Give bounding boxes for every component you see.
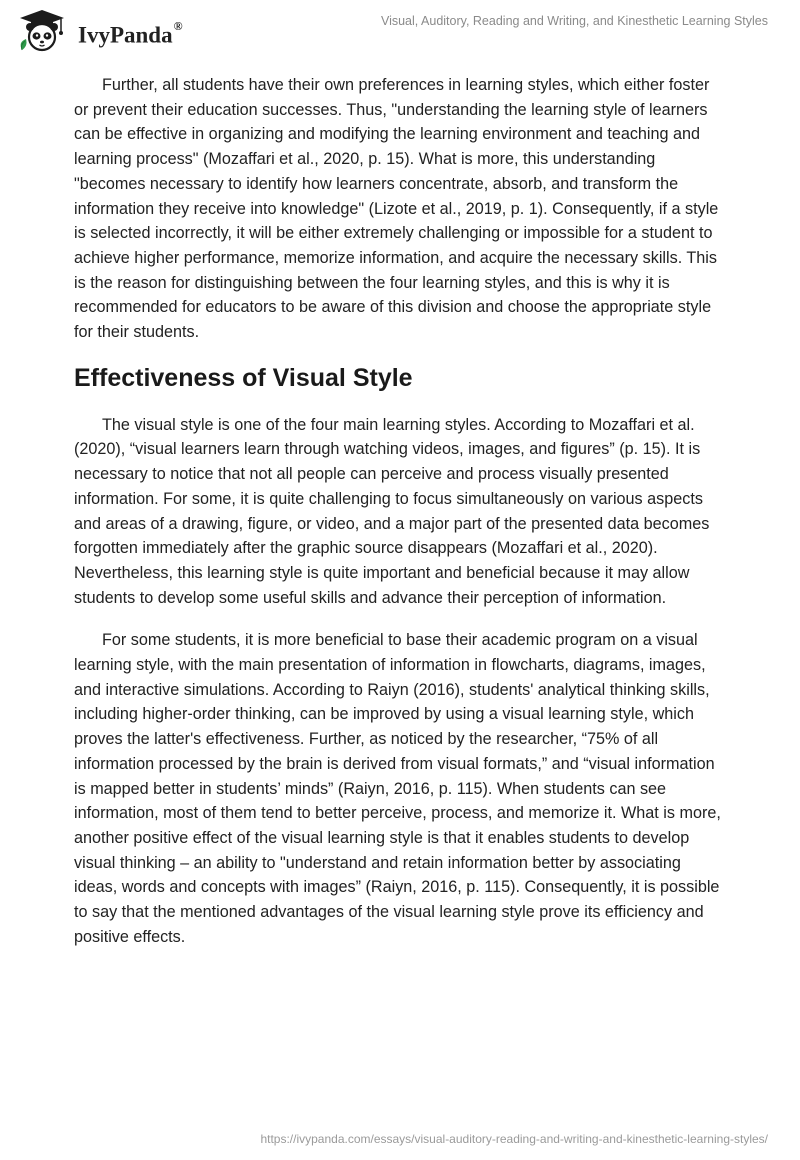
- body-paragraph: The visual style is one of the four main learning styles. According to Mozaffari et al. (2020), “visual learners learn through watching videos, images, and figures” (p. 15). It is necessary to notice that not all people can perceive and process visually presented information. For some, it is quite challenging to focus simultaneously on various aspects and areas of a drawing, figure, or video, and a major part of the presented data becomes forgotten immediately after the graphic source disappears (Mozaffari et al., 2020). Nevertheless, this learning style is quite important and beneficial because it may allow students to develop some useful skills and advance their perception of information.: [74, 415, 710, 607]
- ivypanda-logo[interactable]: [16, 8, 216, 54]
- brand-name-text: IvyPanda: [78, 22, 173, 48]
- source-url[interactable]: https://ivypanda.com/essays/visual-auditory-reading-and-writing-and-kinesthetic-learning-styles/: [260, 1132, 768, 1146]
- section-heading: Effectiveness of Visual Style: [74, 363, 413, 392]
- brand-name: [78, 18, 183, 48]
- running-title: Visual, Auditory, Reading and Writing, and Kinesthetic Learning Styles: [380, 14, 768, 28]
- registered-mark: ®: [173, 19, 183, 33]
- essay-body: [74, 73, 726, 968]
- body-paragraph: For some students, it is more beneficial to base their academic program on a visual learning style, with the main presentation of information in flowcharts, diagrams, images, and interactive simulations. According to Raiyn (2016), students' analytical thinking skills, including higher-order thinking, can be improved by using a visual learning style, which proves the latter's effectiveness. Further, as noticed by the researcher, “75% of all information processed by the brain is derived from visual formats,” and “visual information is mapped better in students’ minds” (Raiyn, 2016, p. 115). When students can see information, most of them tend to better perceive, process, and memorize it. What is more, another positive effect of the visual learning style is that it enables students to develop visual thinking – an ability to "understand and retain information better by associating ideas, words and concepts with images” (Raiyn, 2016, p. 115). Consequently, it is possible to say that the mentioned advantages of the visual learning style prove its efficiency and positive effects.: [74, 631, 721, 946]
- page-header: [0, 0, 800, 60]
- panda-graduate-icon: [16, 8, 68, 54]
- body-paragraph: Further, all students have their own preferences in learning styles, which either foster or prevent their education successes. Thus, "understanding the learning style of learners can be effective in organizing and modifying the learning environment and teaching and learning process" (Mozaffari et al., 2020, p. 15). What is more, this understanding "becomes necessary to identify how learners concentrate, absorb, and transform the information they receive into knowledge" (Lizote et al., 2019, p. 1). Consequently, if a style is selected incorrectly, it will be either extremely challenging or impossible for a student to achieve higher performance, memorize information, and acquire the necessary skills. This is the reason for distinguishing between the four learning styles, and this is why it is recommended for educators to be aware of this division and choose the appropriate style for their students.: [74, 76, 719, 342]
